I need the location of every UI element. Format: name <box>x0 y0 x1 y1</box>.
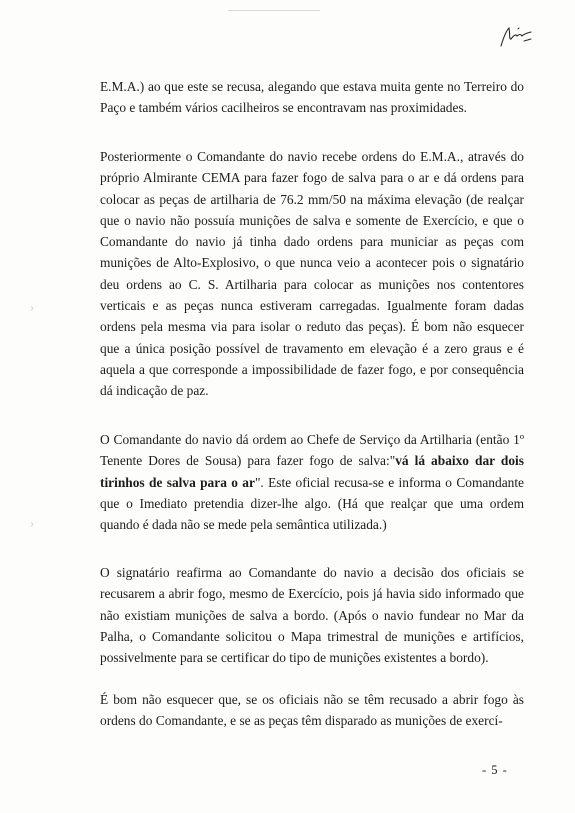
top-rule <box>228 10 320 11</box>
margin-mark: › <box>30 516 34 530</box>
paragraph-4: O signatário reafirma ao Comandante do navio a decisão dos oficiais se recusarem a abrir fogo, mesmo de Exercício, pois já havia sido informado que não existiam munições de salva a bordo. (Após o navio fundear no Mar da Palha, o Comandante solicitou o Mapa trimestral de munições e artifícios, possivelmente para se certificar do tipo de munições existentes a bordo). <box>100 565 524 666</box>
paragraph-5: É bom não esquecer que, se os oficiais não se têm recusado a abrir fogo às ordens do Comandante, e se as peças têm disparado as munições de exercí- <box>100 692 524 729</box>
page-number: - 5 - <box>482 763 508 777</box>
paragraph-3 <box>100 429 524 535</box>
paragraph-3-text-before: O Comandante do navio dá ordem ao Chefe de Serviço da Artilharia (então 1º Tenente Dores de Sousa) para fazer fogo de salva:" <box>100 432 524 469</box>
paragraph-1: E.M.A.) ao que este se recusa, alegando que estava muita gente no Terreiro do Paço e também vários cacilheiros se encontravam nas proximidades. <box>100 79 524 116</box>
paragraph-3-text-after: ". Este oficial recusa-se e informa o Comandante que o Imediato pretendia dizer-lhe algo. (Há que realçar que uma ordem quando é dada não se mede pela semântica utilizada.) <box>100 474 524 533</box>
quoted-order: vá lá abaixo dar dois tirinhos de salva para o ar <box>100 453 524 490</box>
margin-mark: › <box>30 300 34 314</box>
paragraph-2: Posteriormente o Comandante do navio recebe ordens do E.M.A., através do próprio Almirante CEMA para fazer fogo de salva para o ar e dá ordens para colocar as peças de artilharia de 76.2 mm/50 na máxima elevação (de realçar que o navio não possuía munições de salva e somente de Exercício, e que o Comandante do navio já tinha dado ordens para municiar as peças com munições de Alto-Explosivo, o que nunca veio a acontecer pois o signatário deu ordens ao C. S. Artilharia para colocar as munições nos contentores verticais e as peças nunca estiveram carregadas. Igualmente foram dadas ordens pela mesma via para isolar o reduto das peças). É bom não esquecer que a única posição possível de travamento em elevação é a zero graus e é aquela a que corresponde a impossibilidade de fazer fogo, e por consequência dá indicação de paz. <box>100 149 524 399</box>
handwritten-initial <box>498 22 536 50</box>
